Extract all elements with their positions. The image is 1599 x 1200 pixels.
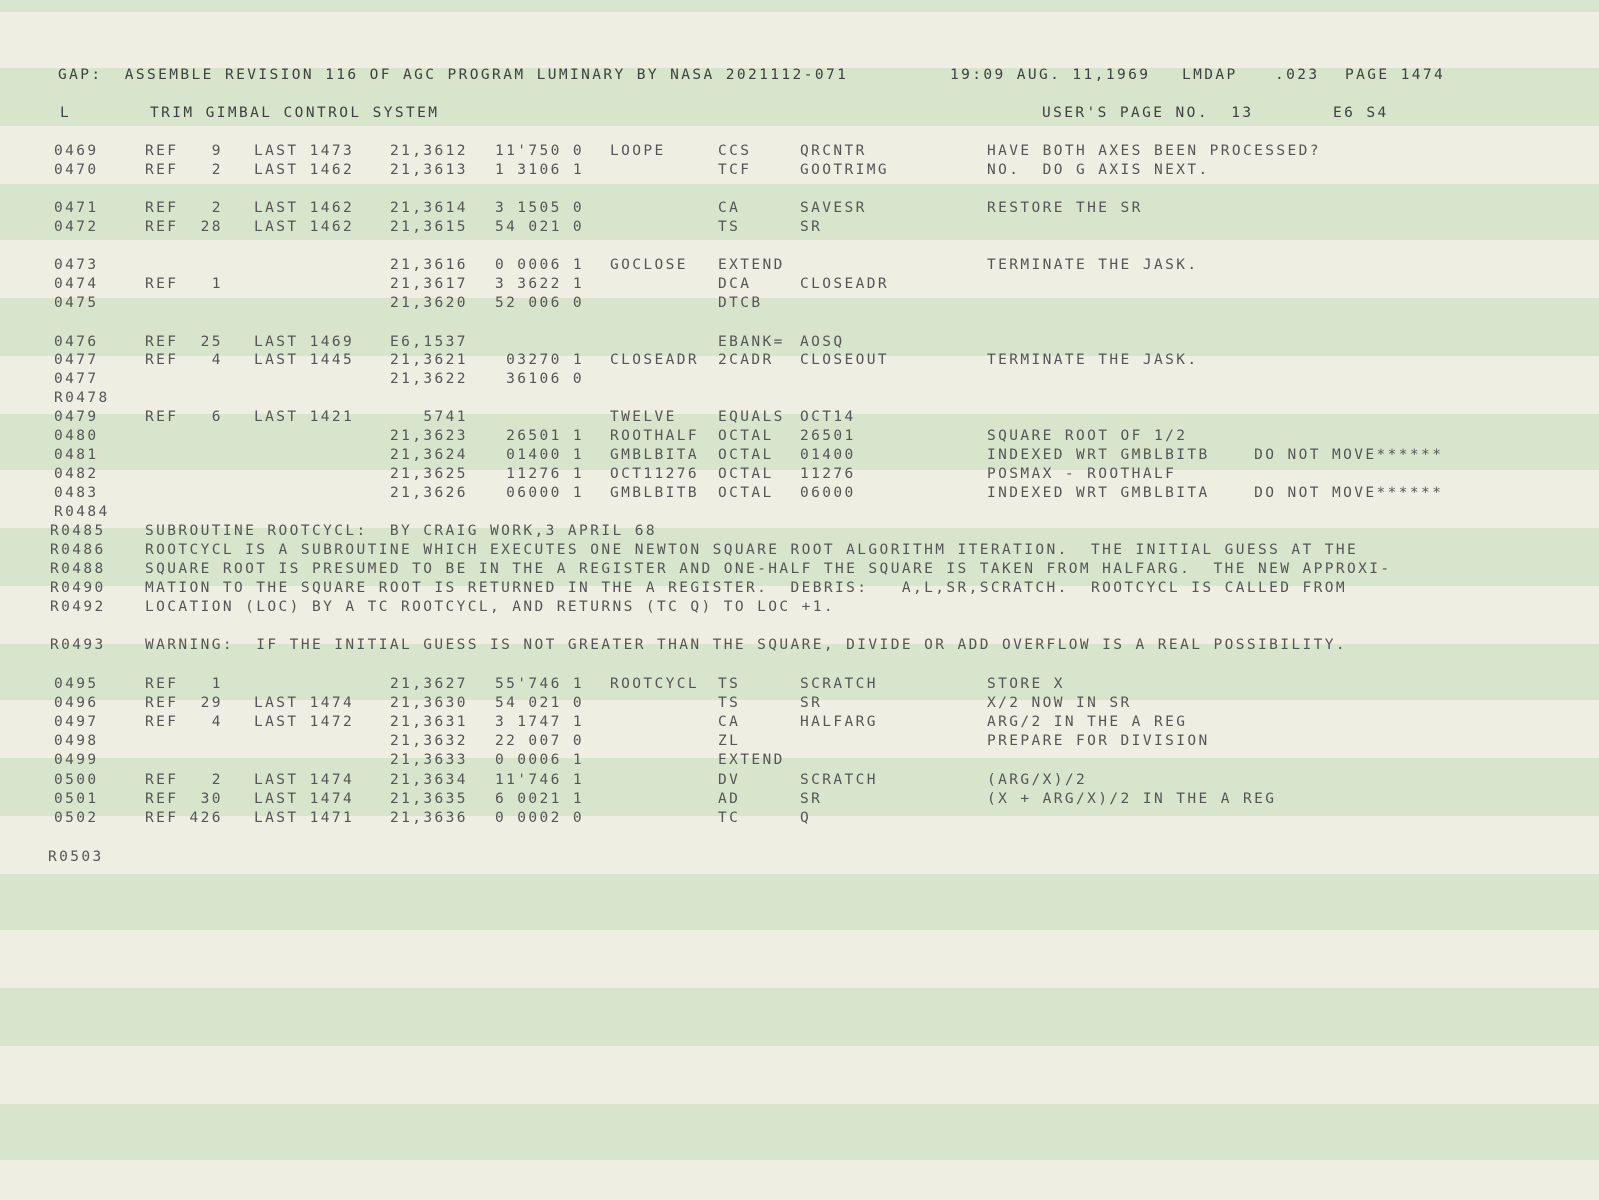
ref-field: REF 25 <box>145 334 223 350</box>
opcode-field: OCTAL <box>718 466 774 482</box>
comment-field: X/2 NOW IN SR <box>987 695 1132 711</box>
operand-field: 06000 <box>800 485 856 501</box>
label-field: OCT11276 <box>610 466 700 482</box>
operand-field: SCRATCH <box>800 676 878 692</box>
address-field: 21,3614 <box>390 200 468 216</box>
comment-field: STORE X <box>987 676 1065 692</box>
band-9 <box>0 988 1599 1046</box>
line-number: 0498 <box>54 733 99 749</box>
address-field: E6,1537 <box>390 334 468 350</box>
comment-field: NO. DO G AXIS NEXT. <box>987 162 1210 178</box>
word-field: 06000 1 <box>495 485 585 501</box>
word-field: 3 1505 0 <box>495 200 585 216</box>
word-field: 54 021 0 <box>495 219 585 235</box>
line-number: 0483 <box>54 485 99 501</box>
line-number: 0470 <box>54 162 99 178</box>
operand-field: AOSQ <box>800 334 845 350</box>
ref-field: REF 2 <box>145 162 223 178</box>
ref-field: REF 29 <box>145 695 223 711</box>
address-field: 21,3622 <box>390 371 468 387</box>
opcode-field: DTCB <box>718 295 763 311</box>
operand-field: GOOTRIMG <box>800 162 890 178</box>
line-number: 0501 <box>54 791 99 807</box>
subheader-code: E6 S4 <box>1333 105 1389 121</box>
ref-field: REF 9 <box>145 143 223 159</box>
word-field: 55'746 1 <box>495 676 585 692</box>
line-number: 0479 <box>54 409 99 425</box>
opcode-field: CCS <box>718 143 752 159</box>
ref-field: REF 30 <box>145 791 223 807</box>
opcode-field: TS <box>718 676 741 692</box>
line-number: R0478 <box>54 390 110 406</box>
line-number: 0496 <box>54 695 99 711</box>
address-field: 21,3633 <box>390 752 468 768</box>
comment-field: (X + ARG/X)/2 IN THE A REG <box>987 791 1277 807</box>
address-field: 21,3615 <box>390 219 468 235</box>
label-field: LOOPE <box>610 143 666 159</box>
word-field: 11'746 1 <box>495 772 585 788</box>
address-field: 21,3630 <box>390 695 468 711</box>
address-field: 21,3632 <box>390 733 468 749</box>
subheader-user-page: USER'S PAGE NO. 13 <box>1042 105 1254 121</box>
comment-text: SUBROUTINE ROOTCYCL: BY CRAIG WORK,3 APRIL 68 <box>145 523 657 539</box>
opcode-field: OCTAL <box>718 485 774 501</box>
operand-field: QRCNTR <box>800 143 867 159</box>
last-field: LAST 1469 <box>254 334 355 350</box>
address-field: 21,3634 <box>390 772 468 788</box>
address-field: 21,3621 <box>390 352 468 368</box>
last-field: LAST 1462 <box>254 200 355 216</box>
subheader-letter: L <box>60 105 72 121</box>
line-number: 0474 <box>54 276 99 292</box>
operand-field: SR <box>800 695 823 711</box>
last-field: LAST 1474 <box>254 772 355 788</box>
address-field: 5741 <box>390 409 468 425</box>
comment-field: POSMAX - ROOTHALF <box>987 466 1177 482</box>
ref-field: REF 1 <box>145 276 223 292</box>
last-field: LAST 1474 <box>254 791 355 807</box>
opcode-field: DCA <box>718 276 752 292</box>
line-number: 0476 <box>54 334 99 350</box>
word-field: 0 0002 0 <box>495 810 585 826</box>
address-field: 21,3617 <box>390 276 468 292</box>
last-field: LAST 1472 <box>254 714 355 730</box>
comment-field: PREPARE FOR DIVISION <box>987 733 1210 749</box>
line-number: 0472 <box>54 219 99 235</box>
line-number: R0486 <box>50 542 106 558</box>
comment-field: TERMINATE THE JASK. <box>987 257 1199 273</box>
comment-text: SQUARE ROOT IS PRESUMED TO BE IN THE A REGISTER AND ONE-HALF THE SQUARE IS TAKEN FROM HALFARG. THE NEW APPROXI- <box>145 561 1392 577</box>
operand-field: SCRATCH <box>800 772 878 788</box>
comment-field: RESTORE THE SR <box>987 200 1143 216</box>
operand-field: 11276 <box>800 466 856 482</box>
line-number: 0500 <box>54 772 99 788</box>
label-field: GOCLOSE <box>610 257 688 273</box>
line-number: 0469 <box>54 143 99 159</box>
address-field: 21,3623 <box>390 428 468 444</box>
header-page: PAGE 1474 <box>1345 67 1446 83</box>
line-number: 0477 <box>54 352 99 368</box>
operand-field: SR <box>800 219 823 235</box>
comment-text: LOCATION (LOC) BY A TC ROOTCYCL, AND RETURNS (TC Q) TO LOC +1. <box>145 599 836 615</box>
comment-field: (ARG/X)/2 <box>987 772 1088 788</box>
address-field: 21,3631 <box>390 714 468 730</box>
operand-field: CLOSEADR <box>800 276 890 292</box>
address-field: 21,3620 <box>390 295 468 311</box>
address-field: 21,3616 <box>390 257 468 273</box>
line-number: 0475 <box>54 295 99 311</box>
comment-text: ROOTCYCL IS A SUBROUTINE WHICH EXECUTES ONE NEWTON SQUARE ROOT ALGORITHM ITERATION. THE INITIAL GUESS AT THE <box>145 542 1359 558</box>
opcode-field: OCTAL <box>718 428 774 444</box>
last-field: LAST 1462 <box>254 162 355 178</box>
line-number: R0484 <box>54 504 110 520</box>
subheader-section: TRIM GIMBAL CONTROL SYSTEM <box>150 105 440 121</box>
word-field: 1 3106 1 <box>495 162 585 178</box>
opcode-field: DV <box>718 772 741 788</box>
word-field: 26501 1 <box>495 428 585 444</box>
word-field: 36106 0 <box>495 371 585 387</box>
word-field: 0 0006 1 <box>495 257 585 273</box>
opcode-field: EBANK= <box>718 334 785 350</box>
word-field: 11276 1 <box>495 466 585 482</box>
comment-field: HAVE BOTH AXES BEEN PROCESSED? <box>987 143 1321 159</box>
last-field: LAST 1445 <box>254 352 355 368</box>
comment-field: INDEXED WRT GMBLBITB DO NOT MOVE****** <box>987 447 1444 463</box>
word-field: 11'750 0 <box>495 143 585 159</box>
label-field: CLOSEADR <box>610 352 700 368</box>
opcode-field: TCF <box>718 162 752 178</box>
address-field: 21,3625 <box>390 466 468 482</box>
line-number: 0482 <box>54 466 99 482</box>
opcode-field: CA <box>718 200 741 216</box>
address-field: 21,3636 <box>390 810 468 826</box>
line-number: 0471 <box>54 200 99 216</box>
opcode-field: TS <box>718 695 741 711</box>
band-8 <box>0 874 1599 930</box>
line-number: 0473 <box>54 257 99 273</box>
line-number: R0490 <box>50 580 106 596</box>
comment-field: INDEXED WRT GMBLBITA DO NOT MOVE****** <box>987 485 1444 501</box>
operand-field: 26501 <box>800 428 856 444</box>
comment-text: MATION TO THE SQUARE ROOT IS RETURNED IN THE A REGISTER. DEBRIS: A,L,SR,SCRATCH. ROOTCYCL IS CALLED FROM <box>145 580 1348 596</box>
line-number: 0502 <box>54 810 99 826</box>
word-field: 52 006 0 <box>495 295 585 311</box>
line-number: R0485 <box>50 523 106 539</box>
operand-field: SAVESR <box>800 200 867 216</box>
opcode-field: CA <box>718 714 741 730</box>
word-field: 03270 1 <box>495 352 585 368</box>
last-field: LAST 1473 <box>254 143 355 159</box>
address-field: 21,3612 <box>390 143 468 159</box>
opcode-field: EXTEND <box>718 257 785 273</box>
operand-field: HALFARG <box>800 714 878 730</box>
line-number: 0477 <box>54 371 99 387</box>
address-field: 21,3626 <box>390 485 468 501</box>
opcode-field: ZL <box>718 733 741 749</box>
opcode-field: AD <box>718 791 741 807</box>
line-number: R0492 <box>50 599 106 615</box>
top-edge <box>0 0 1599 12</box>
word-field: 22 007 0 <box>495 733 585 749</box>
line-number: R0488 <box>50 561 106 577</box>
word-field: 3 3622 1 <box>495 276 585 292</box>
label-field: ROOTHALF <box>610 428 700 444</box>
comment-field: SQUARE ROOT OF 1/2 <box>987 428 1188 444</box>
operand-field: SR <box>800 791 823 807</box>
comment-field: TERMINATE THE JASK. <box>987 352 1199 368</box>
address-field: 21,3613 <box>390 162 468 178</box>
address-field: 21,3624 <box>390 447 468 463</box>
last-field: LAST 1471 <box>254 810 355 826</box>
operand-field: Q <box>800 810 812 826</box>
label-field: TWELVE <box>610 409 677 425</box>
ref-field: REF 4 <box>145 352 223 368</box>
line-number: R0493 <box>50 637 106 653</box>
label-field: ROOTCYCL <box>610 676 700 692</box>
ref-field: REF 28 <box>145 219 223 235</box>
opcode-field: 2CADR <box>718 352 774 368</box>
opcode-field: TS <box>718 219 741 235</box>
line-number: 0497 <box>54 714 99 730</box>
last-field: LAST 1462 <box>254 219 355 235</box>
opcode-field: EXTEND <box>718 752 785 768</box>
footer-line-number: R0503 <box>48 849 104 865</box>
line-number: 0499 <box>54 752 99 768</box>
word-field: 6 0021 1 <box>495 791 585 807</box>
line-number: 0495 <box>54 676 99 692</box>
word-field: 54 021 0 <box>495 695 585 711</box>
ref-field: REF 1 <box>145 676 223 692</box>
word-field: 01400 1 <box>495 447 585 463</box>
line-number: 0481 <box>54 447 99 463</box>
header-program: LMDAP <box>1182 67 1238 83</box>
header-time: 19:09 AUG. 11,1969 <box>950 67 1151 83</box>
opcode-field: EQUALS <box>718 409 785 425</box>
word-field: 0 0006 1 <box>495 752 585 768</box>
last-field: LAST 1474 <box>254 695 355 711</box>
band-10 <box>0 1104 1599 1160</box>
address-field: 21,3635 <box>390 791 468 807</box>
ref-field: REF 6 <box>145 409 223 425</box>
address-field: 21,3627 <box>390 676 468 692</box>
word-field: 3 1747 1 <box>495 714 585 730</box>
last-field: LAST 1421 <box>254 409 355 425</box>
label-field: GMBLBITA <box>610 447 700 463</box>
comment-field: ARG/2 IN THE A REG <box>987 714 1188 730</box>
operand-field: OCT14 <box>800 409 856 425</box>
label-field: GMBLBITB <box>610 485 700 501</box>
header-title: GAP: ASSEMBLE REVISION 116 OF AGC PROGRAM LUMINARY BY NASA 2021112-071 <box>58 67 849 83</box>
line-number: 0480 <box>54 428 99 444</box>
opcode-field: OCTAL <box>718 447 774 463</box>
comment-text: WARNING: IF THE INITIAL GUESS IS NOT GREATER THAN THE SQUARE, DIVIDE OR ADD OVERFLOW IS A REAL POSSIBILITY. <box>145 637 1348 653</box>
ref-field: REF 426 <box>145 810 223 826</box>
operand-field: CLOSEOUT <box>800 352 890 368</box>
ref-field: REF 2 <box>145 200 223 216</box>
ref-field: REF 4 <box>145 714 223 730</box>
header-code: .023 <box>1275 67 1320 83</box>
opcode-field: TC <box>718 810 741 826</box>
ref-field: REF 2 <box>145 772 223 788</box>
operand-field: 01400 <box>800 447 856 463</box>
